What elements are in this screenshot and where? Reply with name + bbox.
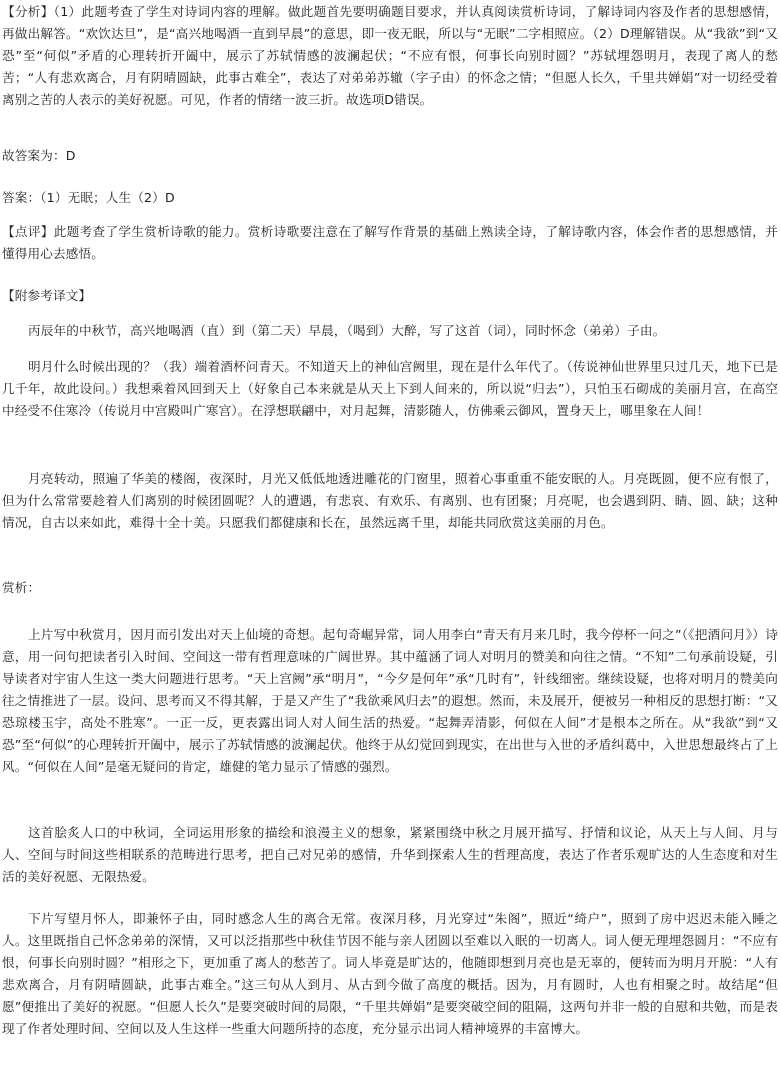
translation-paragraph-3: 月亮转动，照遍了华美的楼阁，夜深时，月光又低低地透进雕花的门窗里，照着心事重重不能安眠的人。月亮既圆，便不应有恨了，但为什么常常要趁着人们离别的时候团圆呢？人的遭遇，有悲哀、有欢乐、有离别、也有团聚；月亮呢，也会遇到阴、睛、圆、缺；这种情况，自古以来如此，难得十全十美。只愿我们都健康和长在，虽然远离千里，却能共同欣赏这美丽的月色。 — [2, 471, 778, 530]
analysis-answer-line: 故答案为：D — [2, 148, 76, 163]
analysis-text: （1）此题考查了学生对诗词内容的理解。做此题首先要明确题目要求，并认真阅读赏析诗词，了解诗词内容及作者的思想感情，再做出解答。“欢饮达旦”，是“高兴地喝酒一直到早晨”的意思，即一夜无眠，所以与“无眠”二字相照应。（2）D理解错误。从“我欲”到“又恐”至“何似”矛盾的心理转折开阖中，展示了苏轼情感的波澜起伏；“不应有恨，何事长向别时圆？”苏轼埋怨明月，表现了离人的愁苦；“人有悲欢离合，月有阴晴圆缺，此事古难全”，表达了对弟弟苏辙（字子由）的怀念之情；“但愿人长久，千里共婵娟”对一切经受着离别之苦的人表示的美好祝愿。可见，作者的情绪一波三折。故选项D错误。 — [2, 4, 778, 107]
comment-label: 【点评】 — [2, 224, 54, 239]
translation-paragraph-1: 丙辰年的中秋节，高兴地喝酒（直）到（第二天）早晨，（喝到）大醉，写了这首（词），同时怀念（弟弟）子由。 — [28, 323, 666, 338]
appreciation-paragraph-1: 上片写中秋赏月，因月而引发出对天上仙境的奇想。起句奇崛异常，词人用李白“青天有月来几时，我今停杯一问之”（《把酒问月》）诗意，用一问句把读者引入时间、空间这一带有哲理意味的广阔世界。其中蕴涵了词人对明月的赞美和向往之情。“不知”二句承前设疑，引导读者对宇宙人生这一类大问题进行思考。“天上宫阙”承“明月”，“今夕是何年”承“几时有”，针线细密。继续设疑，也将对明月的赞美向往之情推进了一层。设问、思考而又不得其解，于是又产生了“我欲乘风归去”的遐想。然而，未及展开，便被另一种相反的思想打断：“又恐琼楼玉宇，高处不胜寒”。一正一反，更表露出词人对人间生活的热爱。“起舞弄清影，何似在人间”才是根本之所在。从“我欲”到“又恐”至“何似”的心理转折开阖中，展示了苏轼情感的波澜起伏。他终于从幻觉回到现实，在出世与入世的矛盾纠葛中，入世思想最终占了上风。“何似在人间”是毫无疑问的肯定，雄健的笔力显示了情感的强烈。 — [2, 627, 778, 774]
translation-paragraph-2: 明月什么时候出现的？（我）端着酒杯问青天。不知道天上的神仙宫阙里，现在是什么年代了。（传说神仙世界里只过几天，地下已是几千年，故此设问。）我想乘着风回到天上（好象自己本来就是从天上下到人间来的，所以说“归去”），只怕玉石砌成的美丽月宫，在高空中经受不住寒冷（传说月中宫殿叫广寒宫）。在浮想联翩中，对月起舞，清影随人，仿佛乘云御风，置身天上，哪里象在人间！ — [2, 359, 778, 418]
translation-heading: 【附参考译文】 — [2, 288, 92, 303]
answer-line: 答案：（1）无眠；人生（2）D — [2, 190, 175, 205]
comment-text: 此题考查了学生赏析诗歌的能力。赏析诗歌要注意在了解写作背景的基础上熟读全诗，了解诗歌内容，体会作者的思想感情，并懂得用心去感悟。 — [2, 224, 778, 261]
appreciation-paragraph-3: 下片写望月怀人，即兼怀子由，同时感念人生的离合无常。夜深月移，月光穿过“朱阁”，照近“绮户”，照到了房中迟迟未能入睡之人。这里既指自己怀念弟弟的深情，又可以泛指那些中秋佳节因不能与亲人团圆以至难以入眠的一切离人。词人便无理埋怨圆月：“不应有恨，何事长向别时圆？”相形之下，更加重了离人的愁苦了。词人毕竟是旷达的，他随即想到月亮也是无辜的，便转而为明月开脱：“人有悲欢离合，月有阴晴圆缺，此事古难全。”这三句从人到月、从古到今做了高度的概括。因为，月有圆时，人也有相聚之时。故结尾“但愿”便推出了美好的祝愿。“但愿人长久”是要突破时间的局限，“千里共婵娟”是要突破空间的阻隔，这两句并非一般的自慰和共勉，而是表现了作者处理时间、空间以及人生这样一些重大问题所持的态度，充分显示出词人精神境界的丰富博大。 — [2, 911, 778, 1036]
analysis-label: 【分析】 — [2, 4, 54, 19]
appreciation-heading: 赏析： — [2, 580, 41, 595]
appreciation-paragraph-2: 这首脍炙人口的中秋词，全词运用形象的描绘和浪漫主义的想象，紧紧围绕中秋之月展开描写、抒情和议论，从天上与人间、月与人、空间与时间这些相联系的范畴进行思考，把自己对兄弟的感情，升华到探索人生的哲理高度，表达了作者乐观旷达的人生态度和对生活的美好祝愿、无限热爱。 — [2, 825, 778, 884]
analysis-paragraph — [2, 1, 778, 111]
comment-paragraph — [2, 221, 778, 265]
